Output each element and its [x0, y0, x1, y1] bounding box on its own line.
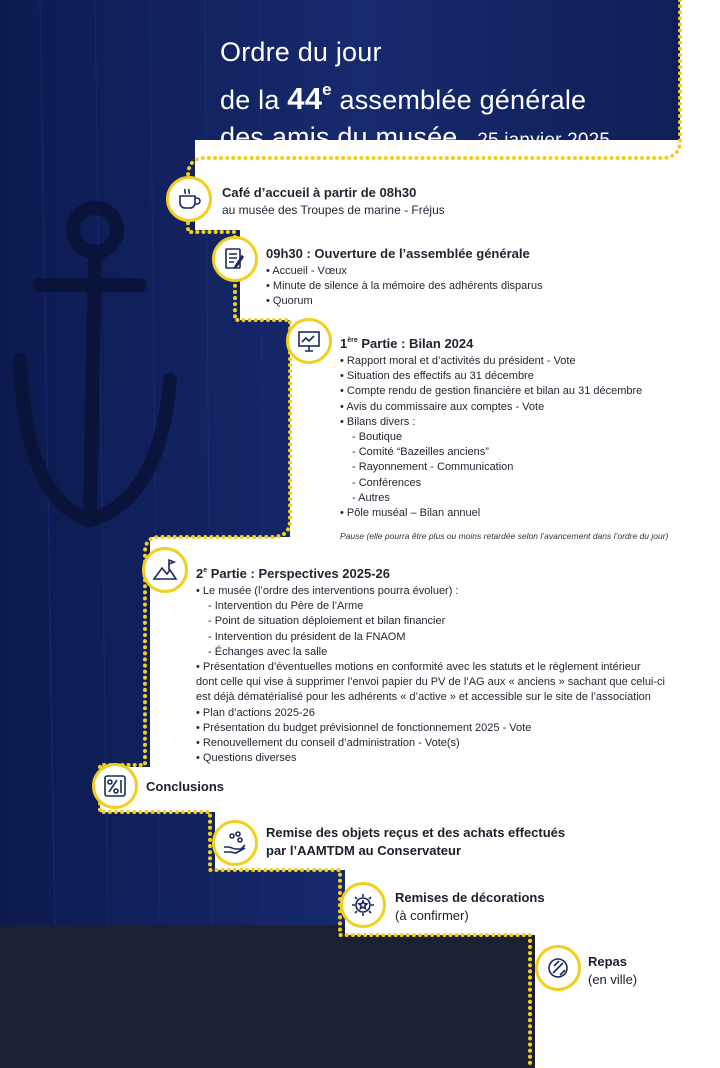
bilan-title: 1ère Partie : Bilan 2024 — [340, 336, 474, 351]
list-item: • Rapport moral et d’activités du président - Vote — [340, 354, 668, 369]
hand-coins-icon — [212, 820, 258, 866]
document-pen-icon — [212, 236, 258, 282]
sub-list-item: - Échanges avec la salle — [196, 645, 716, 660]
perspectives-block — [196, 562, 716, 766]
decorations-block — [395, 889, 545, 925]
title-line-3: des amis du musée - 25 janvier 2025 — [220, 122, 611, 152]
title-line-1: Ordre du jour — [220, 37, 382, 67]
perspectives-title: 2e Partie : Perspectives 2025-26 — [196, 566, 390, 581]
list-item: • Pôle muséal – Bilan annuel — [340, 506, 668, 521]
sub-list-item: - Boutique — [340, 430, 668, 445]
list-item: • Avis du commissaire aux comptes - Vote — [340, 400, 668, 415]
pause-note: Pause (elle pourra être plus ou moins retardée selon l’avancement dans l’ordre du jour) — [340, 531, 669, 542]
bilan-block — [340, 332, 668, 544]
cafe-title: Café d’accueil à partir de 08h30 — [222, 185, 417, 200]
sub-list-item: - Conférences — [340, 476, 668, 491]
list-item: • Le musée (l’ordre des interventions pourra évoluer) : — [196, 584, 716, 599]
medal-icon — [340, 882, 386, 928]
repas-block — [588, 953, 637, 989]
remise-objets-line-1: Remise des objets reçus et des achats effectués — [266, 825, 566, 840]
repas-title: Repas — [588, 954, 628, 969]
list-item: • Quorum — [266, 294, 543, 309]
page-title — [220, 34, 610, 159]
decorations-title: Remises de décorations — [395, 890, 545, 905]
sub-list-item: - Rayonnement - Communication — [340, 460, 668, 475]
sub-list-item: - Point de situation déploiement et bilan financier — [196, 614, 716, 629]
list-item: • Renouvellement du conseil d’administration - Vote(s) — [196, 736, 716, 751]
sub-list-item: - Intervention du président de la FNAOM — [196, 630, 716, 645]
remise-objets-line-2: par l’AAMTDM au Conservateur — [266, 843, 462, 858]
list-item: • Questions diverses — [196, 751, 716, 766]
list-item: • Présentation du budget prévisionnel de fonctionnement 2025 - Vote — [196, 721, 716, 736]
list-item-continuation: est déjà dématérialisé pour les adhérents « d’active » et accessible sur le site de l’association — [196, 691, 651, 704]
coffee-cup-icon — [166, 176, 212, 222]
presentation-chart-icon — [286, 318, 332, 364]
cafe-block — [222, 184, 445, 217]
percent-chart-icon — [92, 763, 138, 809]
sub-list-item: - Comité “Bazeilles anciens” — [340, 445, 668, 460]
list-item: • Accueil - Vœux — [266, 264, 543, 279]
mountain-flag-icon — [142, 547, 188, 593]
list-item-continuation: dont celle qui vise à supprimer l’envoi papier du PV de l’AG aux « anciens » sachant que celui-ci — [196, 676, 665, 689]
remise-objets-block — [266, 824, 565, 860]
list-item: • Situation des effectifs au 31 décembre — [340, 369, 668, 384]
assembly-date: - 25 janvier 2025 — [465, 130, 611, 151]
cafe-location: au musée des Troupes de marine - Fréjus — [222, 203, 445, 217]
list-item: • Plan d’actions 2025-26 — [196, 706, 716, 721]
list-item: • Présentation d’éventuelles motions en conformité avec les statuts et le règlement intérieur — [196, 660, 716, 675]
sub-list-item: - Autres — [340, 491, 668, 506]
list-item: • Bilans divers : — [340, 415, 668, 430]
sub-list-item: - Intervention du Père de l’Arme — [196, 599, 716, 614]
ouverture-title: 09h30 : Ouverture de l’assemblée générale — [266, 246, 530, 261]
repas-note: (en ville) — [588, 972, 638, 987]
title-line-2: de la 44e assemblée générale — [220, 80, 587, 116]
conclusions-label: Conclusions — [146, 779, 225, 794]
ouverture-block — [266, 245, 543, 310]
decorations-note: (à confirmer) — [395, 908, 469, 923]
plate-cutlery-icon — [535, 945, 581, 991]
list-item: • Minute de silence à la mémoire des adhérents disparus — [266, 279, 543, 294]
list-item: • Compte rendu de gestion financière et bilan au 31 décembre — [340, 384, 668, 399]
assembly-number: 44e — [287, 80, 332, 116]
